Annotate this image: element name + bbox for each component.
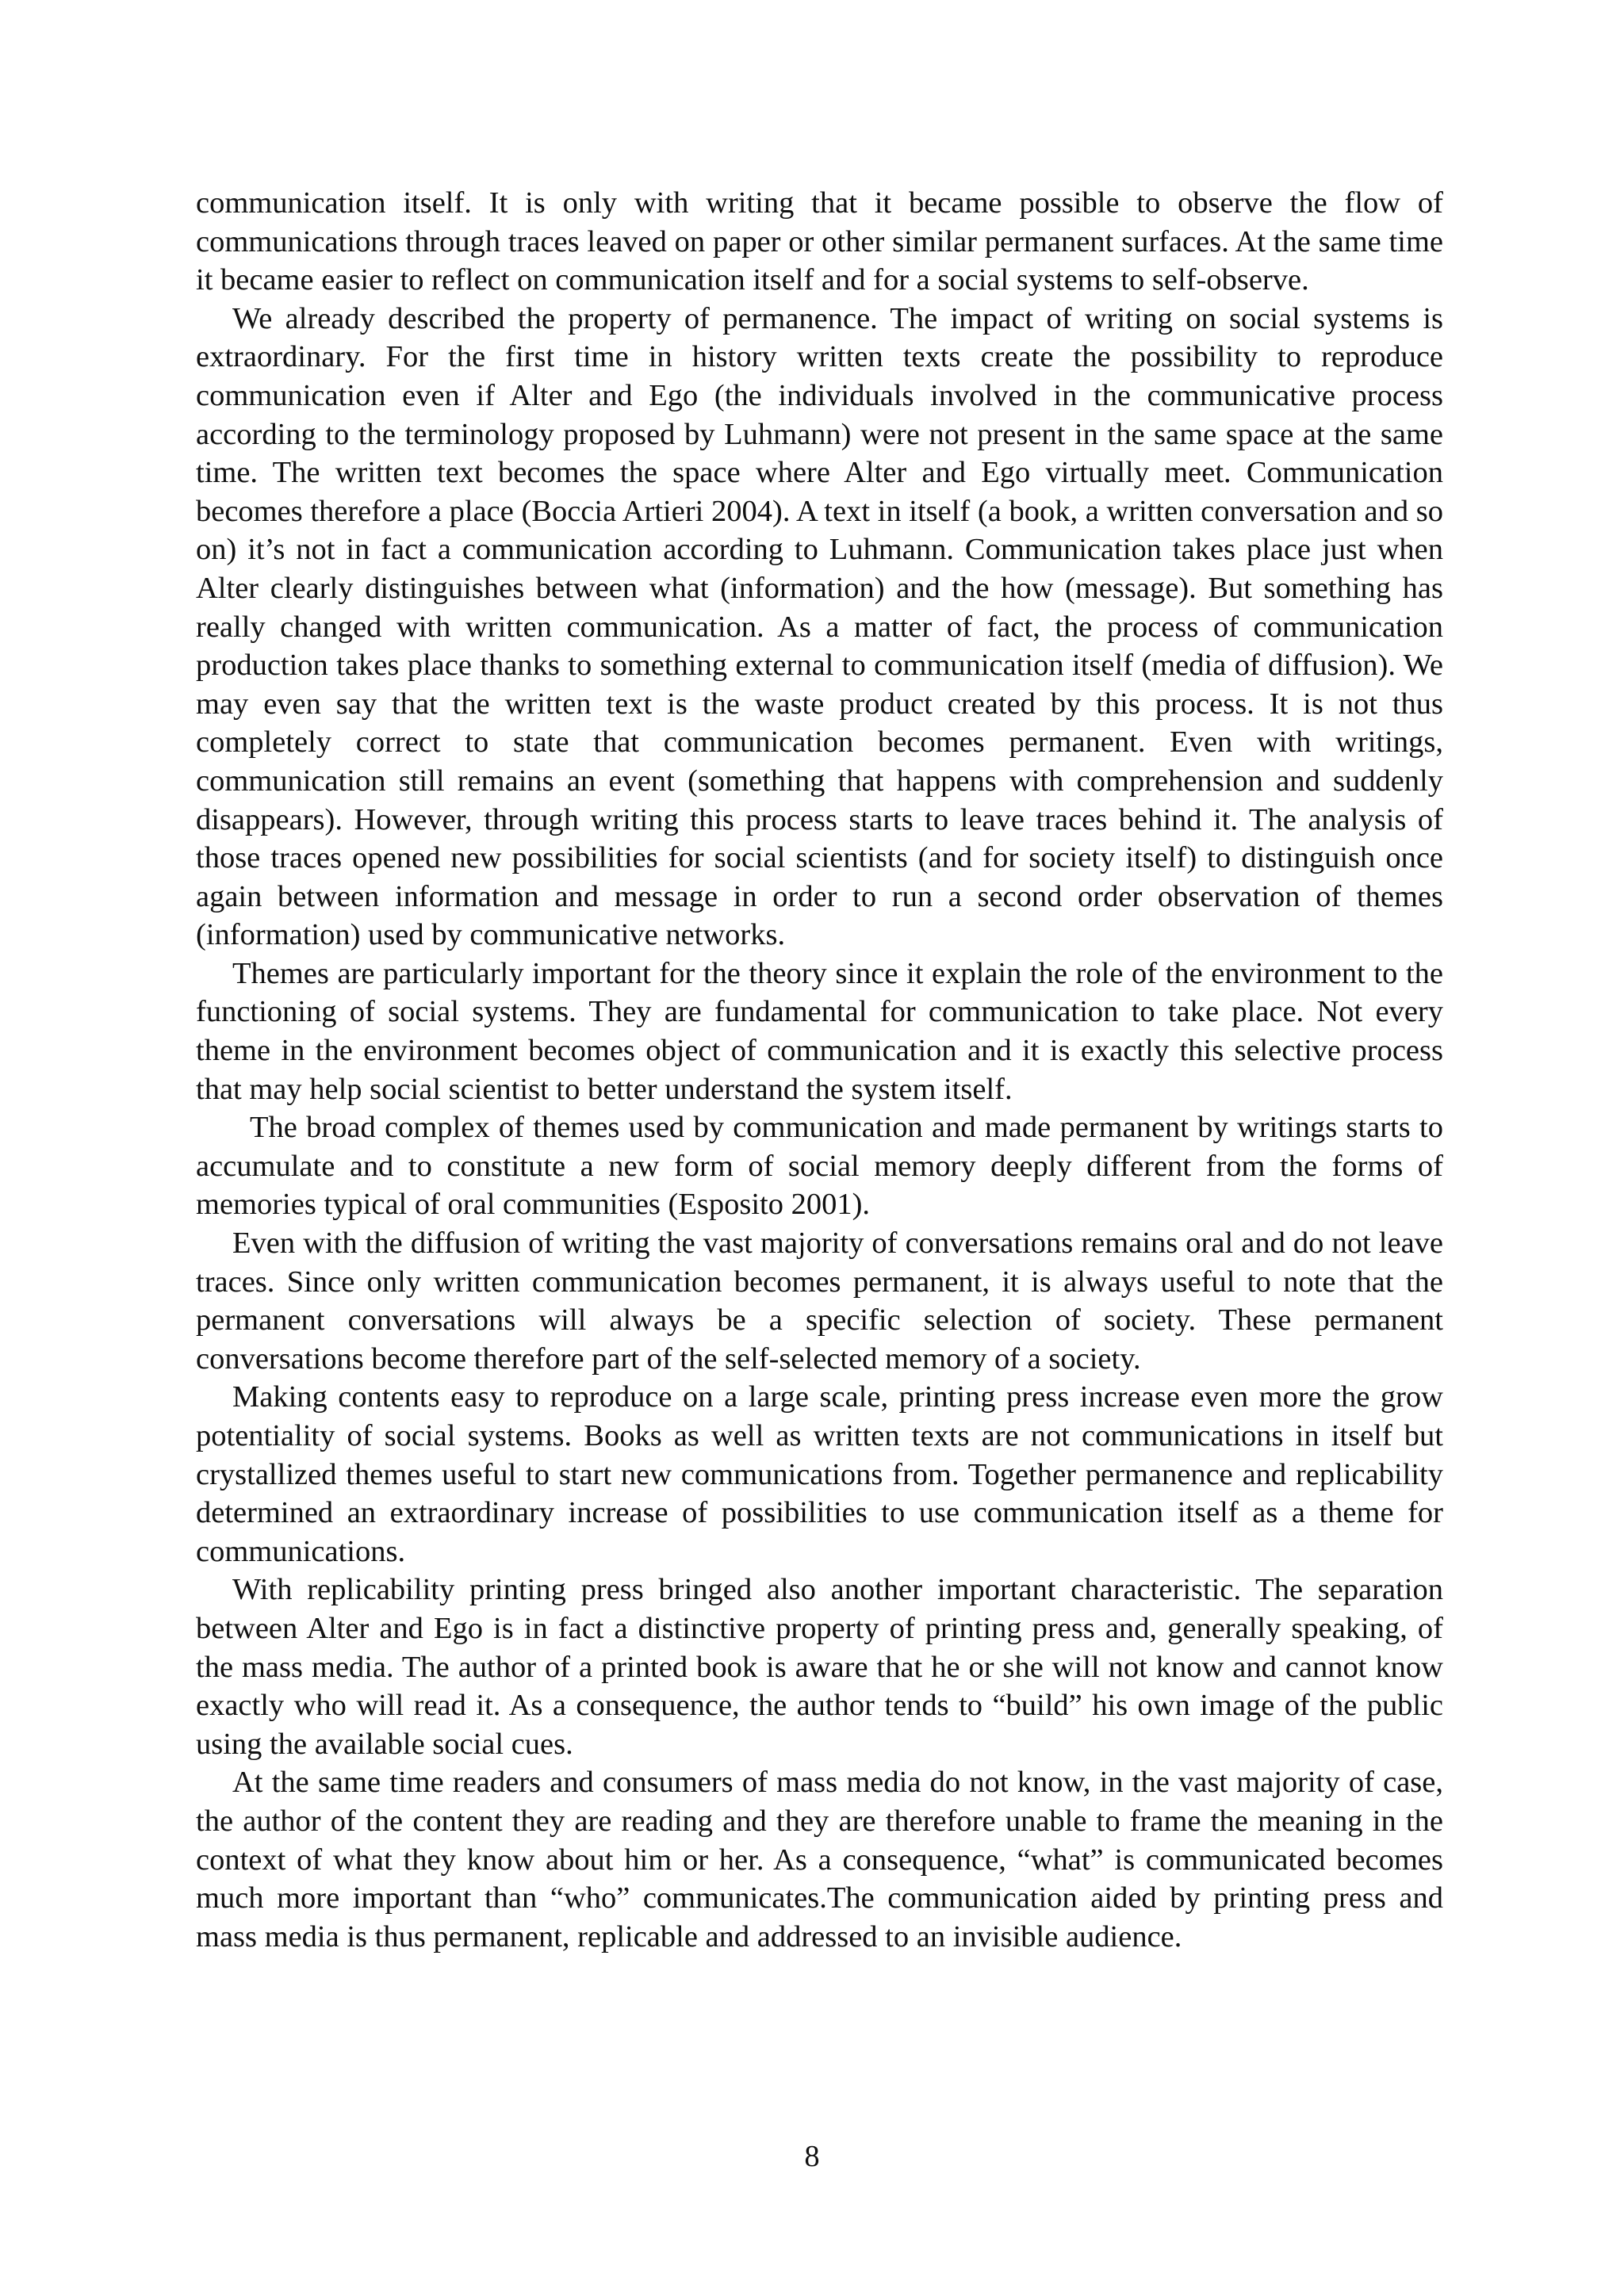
paragraph-themes: Themes are particularly important for the theory since it explain the role of the environment to the functioning of social systems. They are fundamental for communication to take place. Not every theme in the environment becomes object of communication and it is exactly this selective process that may help social scientist to better understand the system itself.	[196, 956, 1443, 1106]
paragraph-continued: communication itself. It is only with writing that it became possible to observe the flow of communications through traces leaved on paper or other similar permanent surfaces. At the same time it became easier to reflect on communication itself and for a social systems to self-observe.	[196, 186, 1443, 297]
paragraph-printing-press: Making contents easy to reproduce on a large scale, printing press increase even more the grow potentiality of social systems. Books as well as written texts are not communications in itself but crystallized themes useful to start new communications from. Together permanence and replicability determined an extraordinary increase of possibilities to use communication itself as a theme for communications.	[196, 1380, 1443, 1568]
page-number: 8	[804, 2140, 820, 2173]
paragraph-readers: At the same time readers and consumers of mass media do not know, in the vast majority of case, the author of the content they are reading and they are therefore unable to frame the meaning in the context of what they know about him or her. As a consequence, “what” is communicated becomes much more important than “who” communicates.The communication aided by printing press and mass media is thus permanent, replicable and addressed to an invisible audience.	[196, 1766, 1443, 1954]
paragraph-oral-conversations: Even with the diffusion of writing the vast majority of conversations remains oral and do not leave traces. Since only written communication becomes permanent, it is always useful to note that the permanent conversations will always be a specific selection of society. These permanent conversations become therefore part of the self-selected memory of a society.	[196, 1226, 1443, 1376]
paragraph-permanence: We already described the property of permanence. The impact of writing on social systems is extraordinary. For the first time in history written texts create the possibility to reproduce communication even if Alter and Ego (the individuals involved in the communicative process according to the terminology proposed by Luhmann) were not present in the same space at the same time. The written text becomes the space where Alter and Ego virtually meet. Communication becomes therefore a place (Boccia Artieri 2004). A text in itself (a book, a written conversation and so on) it’s not in fact a communication according to Luhmann. Communication takes place just when Alter clearly distinguishes between what (information) and the how (message). But something has really changed with written communication. As a matter of fact, the process of communication production takes place thanks to something external to communication itself (media of diffusion). We may even say that the written text is the waste product created by this process. It is not thus completely correct to state that communication becomes permanent. Even with writings, communication still remains an event (something that happens with comprehension and suddenly disappears). However, through writing this process starts to leave traces behind it. The analysis of those traces opened new possibilities for social scientists (and for society itself) to distinguish once again between information and message in order to run a second order observation of themes (information) used by communicative networks.	[196, 301, 1443, 952]
paragraph-social-memory: The broad complex of themes used by communication and made permanent by writings starts to accumulate and to constitute a new form of social memory deeply different from the forms of memories typical of oral communities (Esposito 2001).	[196, 1111, 1443, 1222]
paragraph-replicability: With replicability printing press bringed also another important characteristic. The separation between Alter and Ego is in fact a distinctive property of printing press and, generally speaking, of the mass media. The author of a printed book is aware that he or she will not know and cannot know exactly who will read it. As a consequence, the author tends to “build” his own image of the public using the available social cues.	[196, 1573, 1443, 1761]
body-text	[196, 184, 1443, 1956]
